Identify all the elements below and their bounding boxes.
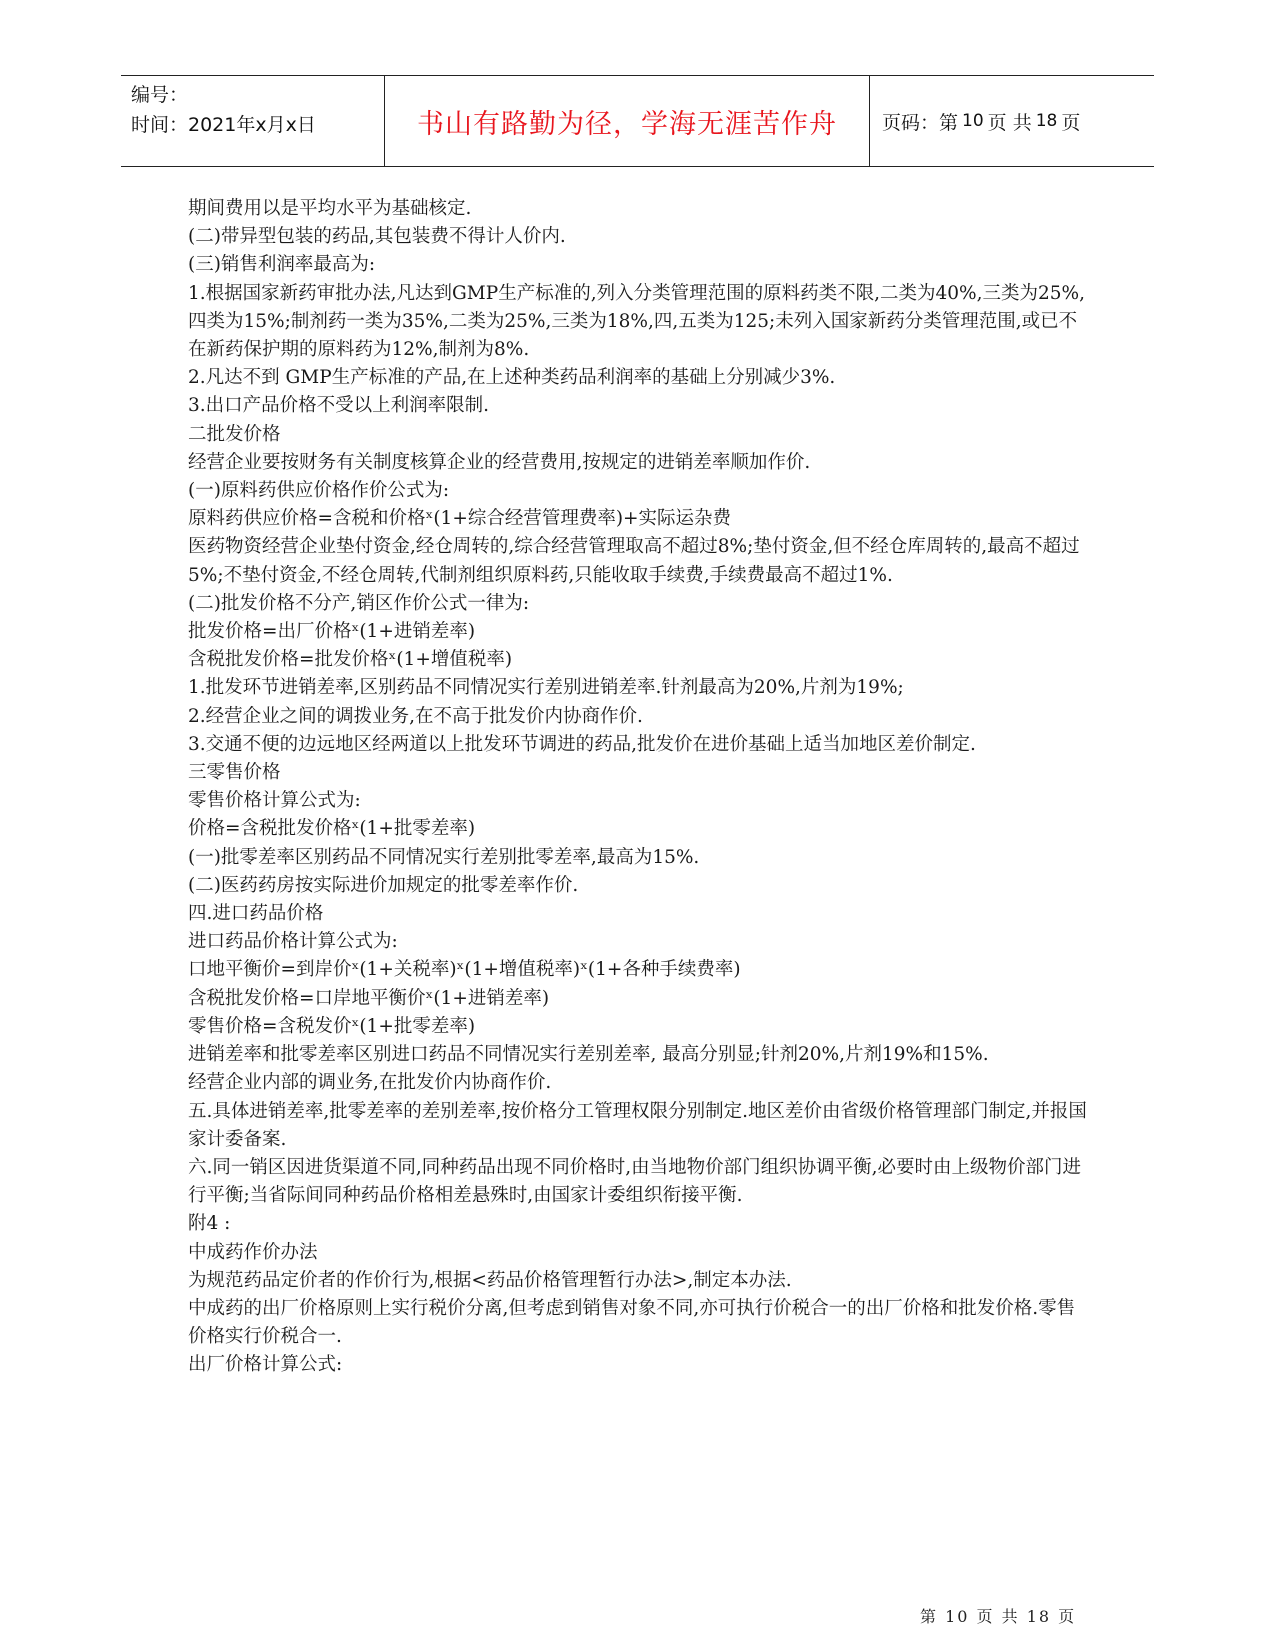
- paragraph: 进销差率和批零差率区别进口药品不同情况实行差别差率, 最高分别显;针剂20%,片剂19%和15%.: [188, 1044, 989, 1066]
- page-header: [121, 75, 1154, 167]
- paragraph: (三)销售利润率最高为:: [188, 254, 376, 276]
- paragraph: 进口药品价格计算公式为:: [188, 931, 398, 953]
- document-body: [188, 195, 1088, 1380]
- paragraph: 2.经营企业之间的调拨业务,在不高于批发价内协商作价.: [188, 705, 643, 727]
- formula: 含税批发价格=口岸地平衡价ˣ(1+进销差率): [188, 987, 550, 1009]
- paragraph: 为规范药品定价者的作价行为,根据<药品价格管理暂行办法>,制定本办法.: [188, 1269, 792, 1291]
- paragraph: 医药物资经营企业垫付资金,经仓周转的,综合经营管理取高不超过8%;垫付资金,但不经仓库周转的,最高不超过5%;不垫付资金,不经仓周转,代制剂组织原料药,只能收取手续费,手续费最高不超过1%.: [188, 536, 1080, 586]
- paragraph: 3.出口产品价格不受以上利润率限制.: [188, 395, 490, 417]
- formula: 价格=含税批发价格ˣ(1+批零差率): [188, 818, 476, 840]
- paragraph: 附4 :: [188, 1213, 231, 1235]
- page-total: 18: [1035, 111, 1058, 131]
- paragraph: 期间费用以是平均水平为基础核定.: [188, 198, 472, 219]
- paragraph: 3.交通不便的边远地区经两道以上批发环节调进的药品,批发价在进价基础上适当加地区差价制定.: [188, 733, 976, 755]
- paragraph: (二)批发价格不分产,销区作价公式一律为:: [188, 592, 530, 614]
- paragraph: 五.具体进销差率,批零差率的差别差率,按价格分工管理权限分别制定.地区差价由省级价格管理部门制定,并报国家计委备案.: [188, 1100, 1087, 1150]
- paragraph: 六.同一销区因进货渠道不同,同种药品出现不同价格时,由当地物价部门组织协调平衡,必要时由上级物价部门进行平衡;当省际间同种药品价格相差悬殊时,由国家计委组织衔接平衡.: [188, 1156, 1082, 1207]
- section-heading: 四.进口药品价格: [188, 903, 324, 925]
- header-info: [121, 76, 385, 166]
- page-current: 10: [962, 111, 984, 131]
- paragraph: 零售价格计算公式为:: [188, 790, 361, 812]
- paragraph: (二)医药药房按实际进价加规定的批零差率作价.: [188, 874, 579, 896]
- header-page-indicator: [870, 76, 1154, 166]
- number-label: 编号：: [131, 84, 189, 106]
- paragraph: 2.凡达不到 GMP生产标准的产品,在上述种类药品利润率的基础上分别减少3%.: [188, 367, 836, 389]
- page-suffix: 页: [1061, 111, 1081, 134]
- header-motto: 书山有路勤为径，学海无涯苦作舟: [385, 76, 870, 166]
- paragraph: 出厂价格计算公式:: [188, 1354, 343, 1376]
- paragraph: 1.批发环节进销差率,区别药品不同情况实行差别进销差率.针剂最高为20%,片剂为19%;: [188, 677, 904, 699]
- formula: 含税批发价格=批发价格ˣ(1+增值税率): [188, 649, 513, 671]
- paragraph: (一)批零差率区别药品不同情况实行差别批零差率,最高为15%.: [188, 846, 700, 868]
- formula: 批发价格=出厂价格ˣ(1+进销差率): [188, 621, 476, 643]
- page-footer: 第 10 页 共 18 页: [920, 1607, 1077, 1626]
- paragraph: 1.根据国家新药审批办法,凡达到GMP生产标准的,列入分类管理范围的原料药类不限,二类为40%,三类为25%,四类为15%;制剂药一类为35%,二类为25%,三类为18%,四,五类为125;未列入国家新药分类管理范围,或已不在新药保护期的原料药为12%,制剂为8%.: [188, 282, 1085, 361]
- section-heading: 三零售价格: [188, 762, 281, 784]
- formula: 原料药供应价格=含税和价格ˣ(1+综合经营管理费率)+实际运杂费: [188, 508, 732, 530]
- page-prefix: 页码：第: [882, 111, 959, 134]
- paragraph: (一)原料药供应价格作价公式为:: [188, 480, 450, 502]
- page-mid: 页 共: [987, 111, 1032, 134]
- section-heading: 中成药作价办法: [188, 1241, 318, 1263]
- paragraph: (二)带异型包装的药品,其包装费不得计人价内.: [188, 226, 566, 248]
- paragraph: 经营企业内部的调业务,在批发价内协商作价.: [188, 1072, 552, 1094]
- formula: 零售价格=含税发价ˣ(1+批零差率): [188, 1015, 476, 1037]
- paragraph: 经营企业要按财务有关制度核算企业的经营费用,按规定的进销差率顺加作价.: [188, 451, 811, 473]
- formula: 口地平衡价=到岸价ˣ(1+关税率)ˣ(1+增值税率)ˣ(1+各种手续费率): [188, 959, 741, 981]
- section-heading: 二批发价格: [188, 423, 281, 445]
- paragraph: 中成药的出厂价格原则上实行税价分离,但考虑到销售对象不同,亦可执行价税合一的出厂价格和批发价格.零售价格实行价税合一.: [188, 1297, 1076, 1348]
- time-label: 时间：2021年x月x日: [131, 114, 316, 136]
